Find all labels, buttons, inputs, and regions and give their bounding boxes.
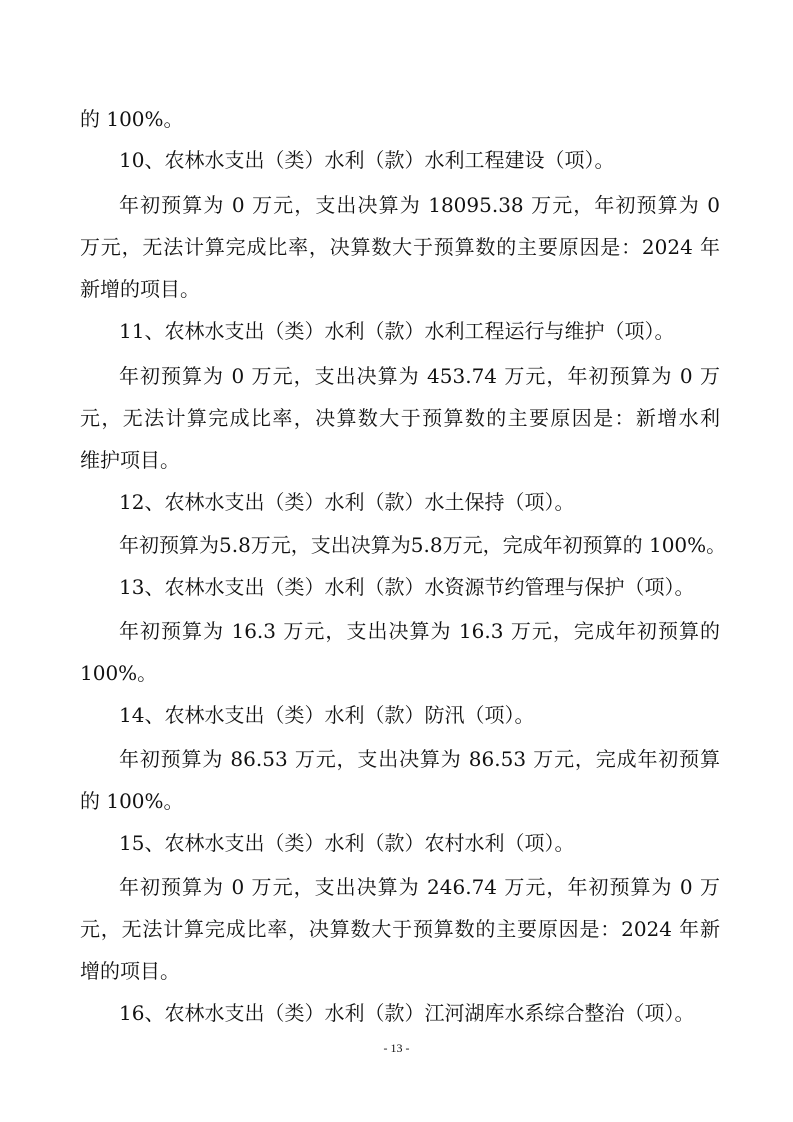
- text-line: 元，无法计算完成比率，决算数大于预算数的主要原因是：新增水利: [80, 406, 720, 430]
- section-heading: 13、农林水支出（类）水利（款）水资源节约管理与保护（项）。: [119, 575, 695, 599]
- section-heading: 11、农林水支出（类）水利（款）水利工程运行与维护（项）。: [119, 319, 675, 343]
- text-line: 万元，无法计算完成比率，决算数大于预算数的主要原因是：2024 年: [80, 235, 720, 259]
- text-line: 新增的项目。: [80, 277, 200, 301]
- section-heading: 12、农林水支出（类）水利（款）水土保持（项）。: [119, 490, 575, 514]
- text-line: 年初预算为 0 万元，支出决算为 246.74 万元，年初预算为 0 万: [119, 875, 720, 899]
- text-line: 元，无法计算完成比率，决算数大于预算数的主要原因是：2024 年新: [80, 917, 720, 941]
- text-line: 增的项目。: [80, 959, 180, 983]
- text-line: 年初预算为 0 万元，支出决算为 453.74 万元，年初预算为 0 万: [119, 364, 720, 388]
- section-heading: 10、农林水支出（类）水利（款）水利工程建设（项）。: [119, 148, 615, 172]
- text-line: 年初预算为 16.3 万元，支出决算为 16.3 万元，完成年初预算的: [119, 619, 720, 643]
- text-line: 维护项目。: [80, 448, 180, 472]
- text-line: 年初预算为 0 万元，支出决算为 18095.38 万元，年初预算为 0: [119, 193, 720, 217]
- text-line: 100%。: [80, 661, 158, 685]
- text-line: 的 100%。: [80, 107, 184, 131]
- section-heading: 14、农林水支出（类）水利（款）防汛（项）。: [119, 703, 535, 727]
- text-line: 的 100%。: [80, 789, 184, 813]
- text-line: 年初预算为 86.53 万元，支出决算为 86.53 万元，完成年初预算: [119, 747, 720, 771]
- text-line: 年初预算为5.8万元，支出决算为5.8万元，完成年初预算的 100%。: [119, 533, 727, 557]
- section-heading: 16、农林水支出（类）水利（款）江河湖库水系综合整治（项）。: [119, 1001, 695, 1025]
- page-number: - 13 -: [383, 1041, 410, 1055]
- section-heading: 15、农林水支出（类）水利（款）农村水利（项）。: [119, 831, 575, 855]
